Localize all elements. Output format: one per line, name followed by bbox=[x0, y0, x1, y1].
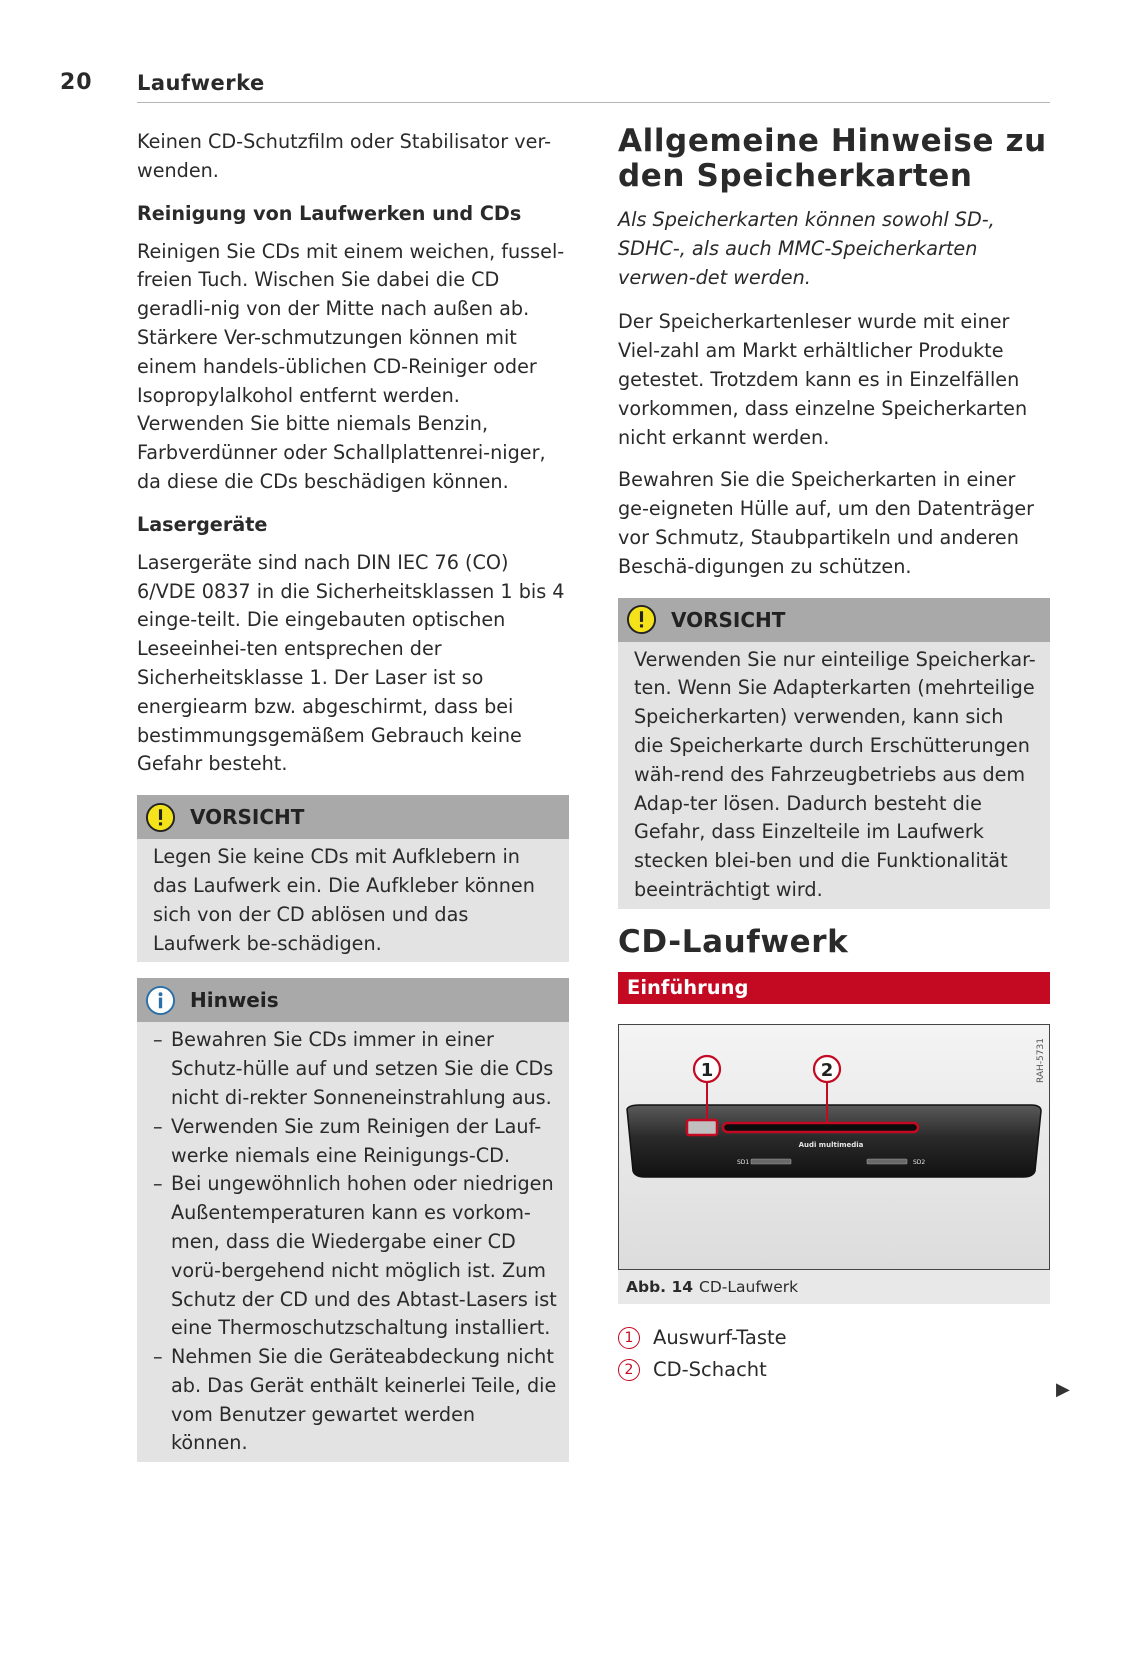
brand-label: Audi multimedia bbox=[798, 1140, 864, 1149]
list-item: – Nehmen Sie die Geräteabdeckung nicht ab. Das Gerät enthält keinerlei Teile, die vom Benutzer gewartet werden können. bbox=[153, 1345, 557, 1455]
caution-label: VORSICHT bbox=[671, 607, 786, 632]
legend-number: 2 bbox=[618, 1359, 640, 1381]
legend-number: 1 bbox=[618, 1327, 640, 1349]
caution-header bbox=[618, 598, 1050, 642]
caution-body bbox=[137, 839, 569, 962]
info-icon bbox=[145, 985, 176, 1016]
figure-caption-label: Abb. 14 bbox=[626, 1277, 694, 1296]
figure-cd-drive bbox=[618, 1024, 1050, 1304]
legend-item-2 bbox=[618, 1354, 1050, 1386]
note-list bbox=[153, 1026, 557, 1458]
intro-paragraph: Keinen CD-Schutzfilm oder Stabilisator ver-wenden. bbox=[137, 130, 552, 182]
warning-icon bbox=[626, 604, 657, 635]
cd-slot-shape bbox=[723, 1123, 918, 1132]
figure-code: RAH-5731 bbox=[1036, 1037, 1046, 1083]
cleaning-heading: Reinigung von Laufwerken und CDs bbox=[137, 201, 522, 225]
memory-paragraph-1: Der Speicherkartenleser wurde mit einer Viel-zahl am Markt erhältlicher Produkte getestet. Trotzdem kann es in Einzelfällen vorkommen, dass einzelne Speicherkarten nicht erkannt werden. bbox=[618, 310, 1028, 449]
eject-button-shape bbox=[687, 1120, 717, 1135]
caution-label: VORSICHT bbox=[190, 805, 305, 830]
laser-paragraph: Lasergeräte sind nach DIN IEC 76 (CO) 6/VDE 0837 in die Sicherheitsklassen 1 bis 4 einge-teilt. Die eingebauten optischen Leseeinhei-ten entsprechen der Sicherheitsklasse 1. Der Laser ist so energiearm bzw. abgeschirmt, dass bei bestimmungsgemäßem Gebrauch keine Gefahr besteht. bbox=[137, 550, 565, 776]
note-header bbox=[137, 978, 569, 1022]
laser-heading: Lasergeräte bbox=[137, 512, 268, 536]
section-title: Laufwerke bbox=[137, 71, 265, 95]
memory-lead: Als Speicherkarten können sowohl SD-, SDHC-, als auch MMC-Speicherkarten verwen-det werden. bbox=[618, 208, 995, 289]
memory-heading: Allgemeine Hinweise zu den Speicherkarten bbox=[618, 123, 1047, 194]
left-column bbox=[137, 128, 569, 1478]
callout-1-label: 1 bbox=[700, 1059, 714, 1081]
caution-text: Legen Sie keine CDs mit Aufklebern in das Laufwerk ein. Die Aufkleber können sich von der CD ablösen und das Laufwerk be-schädigen. bbox=[153, 845, 535, 955]
note-box bbox=[137, 978, 569, 1462]
list-item: – Bei ungewöhnlich hohen oder niedrigen Außentemperaturen kann es vorkom-men, dass die Wiedergabe einer CD vorü-bergehend nicht möglich ist. Zum Schutz der CD und des Abtast-Lasers ist eine Thermoschutzschaltung installiert. bbox=[153, 1172, 557, 1340]
caution-text: Verwenden Sie nur einteilige Speicherkar-ten. Wenn Sie Adapterkarten (mehrteilige Speicherkarten) verwenden, kann sich die Speicherkarte durch Erschütterungen wäh-rend des Fahrzeugbetriebs aus dem Adap-ter lösen. Dadurch besteht die Gefahr, dass Einzelteile im Laufwerk stecken blei-ben und die Funktionalität beeinträchtigt wird. bbox=[634, 647, 1036, 901]
right-column bbox=[618, 124, 1050, 1386]
figure-caption bbox=[618, 1270, 1050, 1298]
legend-text: Auswurf-Taste bbox=[653, 1325, 787, 1349]
callout-2-label: 2 bbox=[820, 1059, 834, 1081]
caution-body bbox=[618, 642, 1050, 909]
slot-2-label: SD2 bbox=[913, 1158, 926, 1166]
legend-text: CD-Schacht bbox=[653, 1357, 767, 1381]
memory-paragraph-2: Bewahren Sie die Speicherkarten in einer ge-eigneten Hülle auf, um den Datenträger vor Schmutz, Staubpartikeln und anderen Beschä-digungen zu schützen. bbox=[618, 468, 1035, 578]
list-item: – Verwenden Sie zum Reinigen der Lauf-werke niemals eine Reinigungs-CD. bbox=[153, 1114, 542, 1167]
note-body bbox=[137, 1022, 569, 1462]
cleaning-paragraph: Reinigen Sie CDs mit einem weichen, fussel-freien Tuch. Wischen Sie dabei die CD geradli-nig von der Mitte nach außen ab. Stärkere Ver-schmutzungen können mit einem handels-üblichen CD-Reiniger oder Isopropylalkohol entfernt werden. Verwenden Sie bitte niemals Benzin, Farbverdünner oder Schallplattenrei-niger, da diese die CDs beschädigen können. bbox=[137, 239, 565, 493]
introduction-bar: Einführung bbox=[618, 972, 1050, 1004]
slot-1-label: SD1 bbox=[737, 1158, 750, 1166]
header-divider bbox=[137, 102, 1050, 103]
cd-drive-illustration bbox=[619, 1025, 1049, 1269]
list-item: – Bewahren Sie CDs immer in einer Schutz-hülle auf und setzen Sie die CDs nicht di-rekter Sonneneinstrahlung aus. bbox=[153, 1028, 554, 1109]
page-number: 20 bbox=[60, 70, 93, 95]
warning-icon bbox=[145, 802, 176, 833]
caution-header bbox=[137, 795, 569, 839]
figure-image bbox=[618, 1024, 1050, 1270]
legend-item-1 bbox=[618, 1322, 1050, 1354]
note-label: Hinweis bbox=[190, 988, 279, 1013]
caution-box-left bbox=[137, 795, 569, 962]
caution-box-right bbox=[618, 598, 1050, 909]
figure-caption-text: CD-Laufwerk bbox=[699, 1277, 799, 1296]
cd-heading: CD-Laufwerk bbox=[618, 923, 849, 960]
continue-arrow-icon: ▶ bbox=[1056, 1379, 1070, 1400]
